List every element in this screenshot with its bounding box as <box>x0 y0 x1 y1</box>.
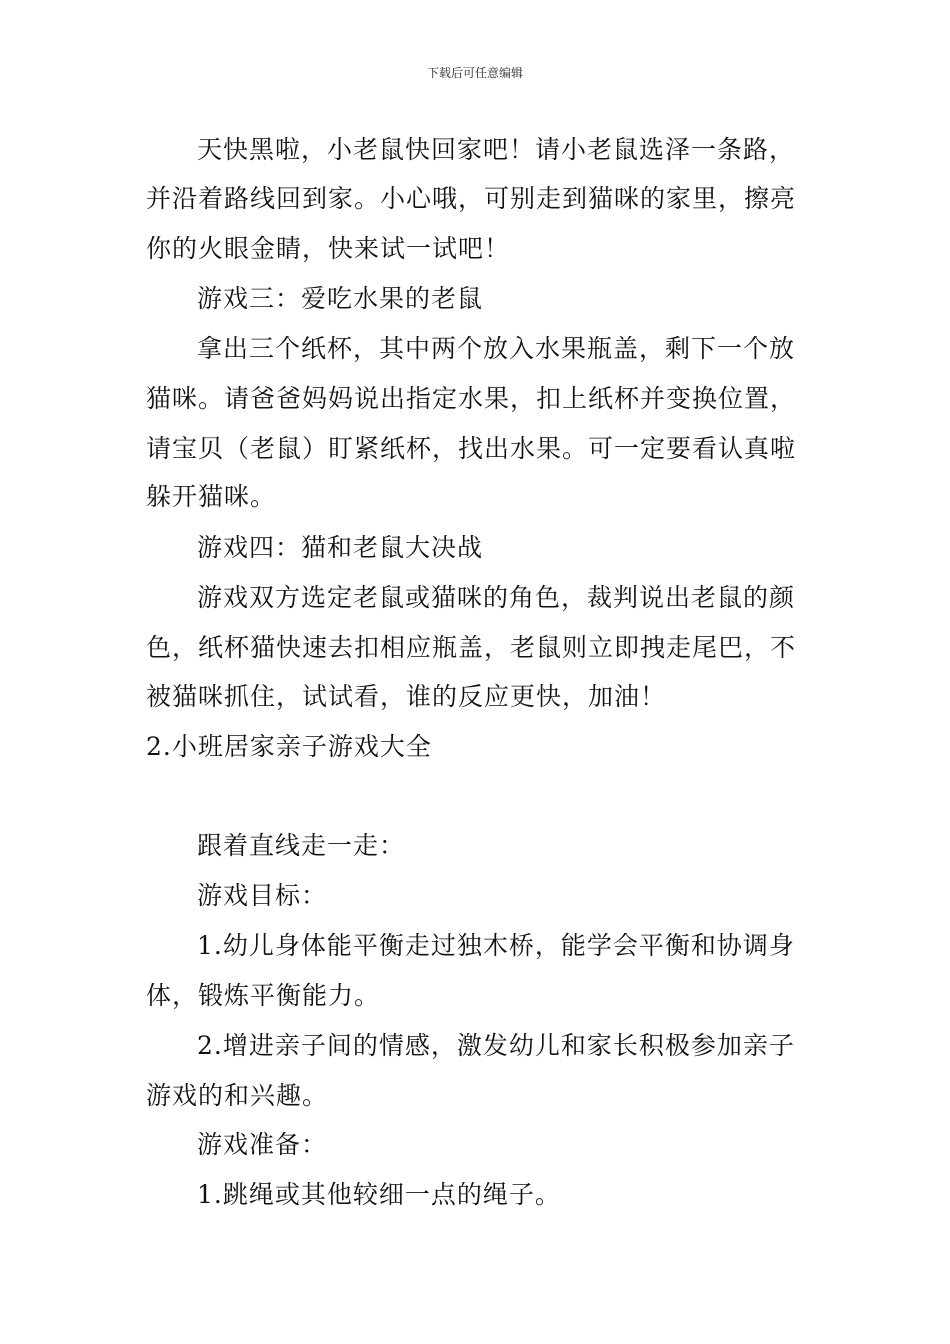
body-line: 游戏双方选定老鼠或猫咪的角色，裁判说出老鼠的颜 <box>197 583 796 612</box>
body-line: 被猫咪抓住，试试看，谁的反应更快，加油！ <box>146 682 667 711</box>
section-title: 2.小班居家亲子游戏大全 <box>146 732 432 761</box>
section-heading: 跟着直线走一走： <box>197 831 406 860</box>
section-heading: 游戏目标： <box>197 881 328 910</box>
list-item: 2.增进亲子间的情感，激发幼儿和家长积极参加亲子 <box>197 1031 795 1060</box>
body-line: 体，锻炼平衡能力。 <box>146 981 381 1010</box>
page-header: 下载后可任意编辑 <box>426 66 523 80</box>
list-item: 1.幼儿身体能平衡走过独木桥，能学会平衡和协调身 <box>197 931 795 960</box>
body-line: 你的火眼金睛，快来试一试吧！ <box>146 234 511 263</box>
body-line: 并沿着路线回到家。小心哦，可别走到猫咪的家里，擦亮 <box>146 184 797 213</box>
section-heading: 游戏三：爱吃水果的老鼠 <box>197 284 484 313</box>
section-heading: 游戏准备： <box>197 1130 328 1159</box>
body-line: 天快黑啦，小老鼠快回家吧！请小老鼠选泽一条路， <box>197 135 796 164</box>
list-item: 1.跳绳或其他较细一点的绳子。 <box>197 1180 561 1209</box>
body-line: 拿出三个纸杯，其中两个放入水果瓶盖，剩下一个放 <box>197 334 796 363</box>
body-line: 色，纸杯猫快速去扣相应瓶盖，老鼠则立即拽走尾巴，不 <box>146 633 797 662</box>
body-line: 游戏的和兴趣。 <box>146 1081 329 1110</box>
section-heading: 游戏四：猫和老鼠大决战 <box>197 533 484 562</box>
body-line: 猫咪。请爸爸妈妈说出指定水果，扣上纸杯并变换位置， <box>146 384 797 413</box>
body-line: 请宝贝（老鼠）盯紧纸杯，找出水果。可一定要看认真啦 <box>146 434 797 463</box>
body-line: 躲开猫咪。 <box>146 482 277 511</box>
